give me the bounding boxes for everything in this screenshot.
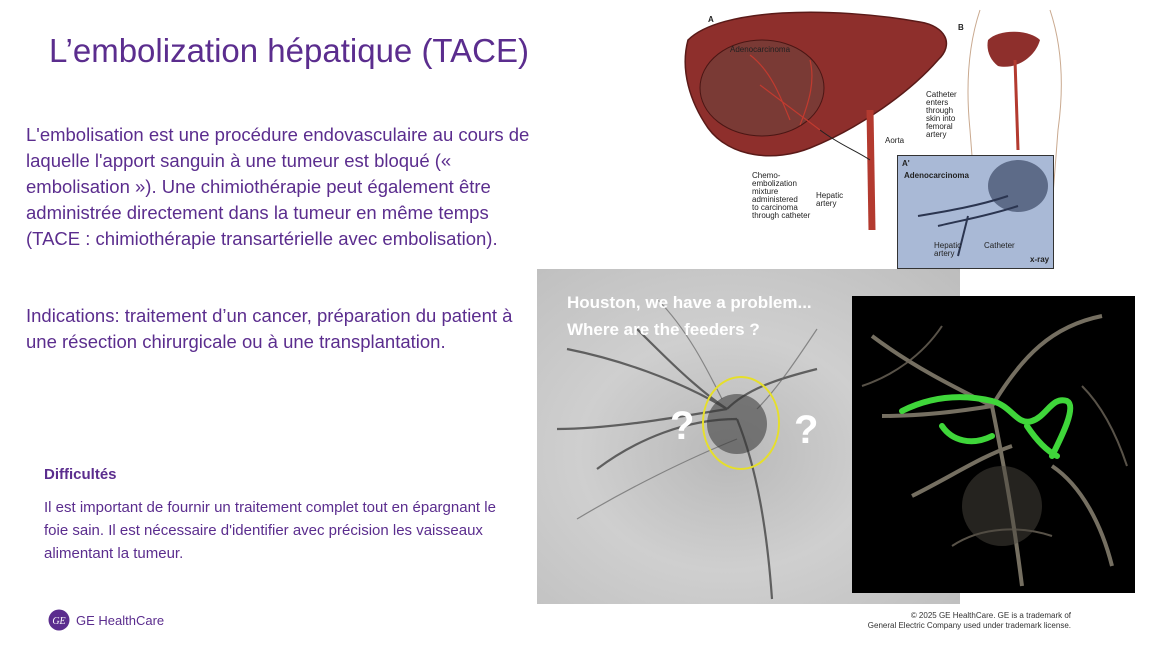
catheter-label-line: femoral: [926, 122, 953, 131]
adenocarcinoma-label: Adenocarcinoma: [730, 45, 791, 54]
difficulties-text: Il est important de fournir un traitement complet tout en épargnant le foie sain. Il est nécessaire d'identifier avec précision les vaisseaux alimentant la tumeur.: [44, 499, 496, 562]
xray-inset: [897, 155, 1054, 269]
catheter-label-line: enters: [926, 98, 949, 107]
xray-hepatic-label: artery: [934, 249, 955, 258]
copyright-notice: [811, 611, 1071, 631]
indications-paragraph: Indications: traitement d’un cancer, préparation du patient à une résection chirurgicale ou à une transplantation.: [26, 305, 513, 352]
chemo-label-line: administered: [752, 195, 798, 204]
panel-a-prime-label: A': [902, 159, 910, 168]
chemo-label-line: to carcinoma: [752, 203, 798, 212]
intro-paragraph: L'embolisation est une procédure endovasculaire au cours de laquelle l'apport sanguin à une tumeur est bloqué (« embolisation »). Une chimiothérapie peut également être administrée directement dans la tumeur en même temps (TACE : chimiothérapie transartérielle avec embolisation).: [26, 124, 530, 249]
difficulties-heading: Difficultés: [44, 466, 117, 483]
catheter-label-line: skin into: [926, 114, 956, 123]
brand-name: GE HealthCare: [76, 612, 165, 628]
panel-a-label: A: [708, 15, 714, 24]
chemo-label-line: Chemo-: [752, 171, 781, 180]
caption-line-2: Where are the feeders ?: [567, 320, 760, 339]
hepatic-artery-label: Hepatic: [816, 191, 844, 200]
vessel-3d-render: [852, 296, 1135, 593]
hepatic-artery-label: artery: [816, 199, 837, 208]
chemo-label-line: mixture: [752, 187, 779, 196]
copyright-line-1: © 2025 GE HealthCare. GE is a trademark of: [910, 611, 1071, 620]
question-mark-left: ?: [670, 404, 695, 448]
chemo-label-line: embolization: [752, 179, 797, 188]
question-mark-right: ?: [794, 408, 819, 452]
aorta-vessel: [870, 110, 872, 230]
catheter-label-line: through: [926, 106, 954, 115]
ge-monogram-icon: [48, 609, 70, 631]
angiography-caption: [567, 289, 812, 343]
tumor-shape: [700, 40, 824, 136]
copyright-line-2: General Electric Company used under trademark license.: [867, 621, 1071, 630]
brand-logo: [48, 609, 164, 631]
femoral-catheter: [1015, 60, 1018, 150]
chemo-label-line: through catheter: [752, 211, 811, 220]
catheter-label-line: artery: [926, 130, 947, 139]
xray-hepatic-label: Hepatic: [934, 241, 962, 250]
catheter-label-line: Catheter: [926, 90, 957, 99]
vessel-3d-vessels: [852, 296, 1135, 593]
aorta-label: Aorta: [885, 136, 905, 145]
xray-adenocarcinoma-label: Adenocarcinoma: [904, 171, 969, 180]
xray-catheter-label: Catheter: [984, 241, 1015, 250]
ge-monogram-text: GE: [52, 616, 66, 627]
page-title: L’embolization hépatique (TACE): [49, 32, 529, 69]
panel-b-label: B: [958, 23, 964, 32]
xray-label: x-ray: [1030, 255, 1050, 264]
caption-line-1: Houston, we have a problem...: [567, 293, 812, 312]
